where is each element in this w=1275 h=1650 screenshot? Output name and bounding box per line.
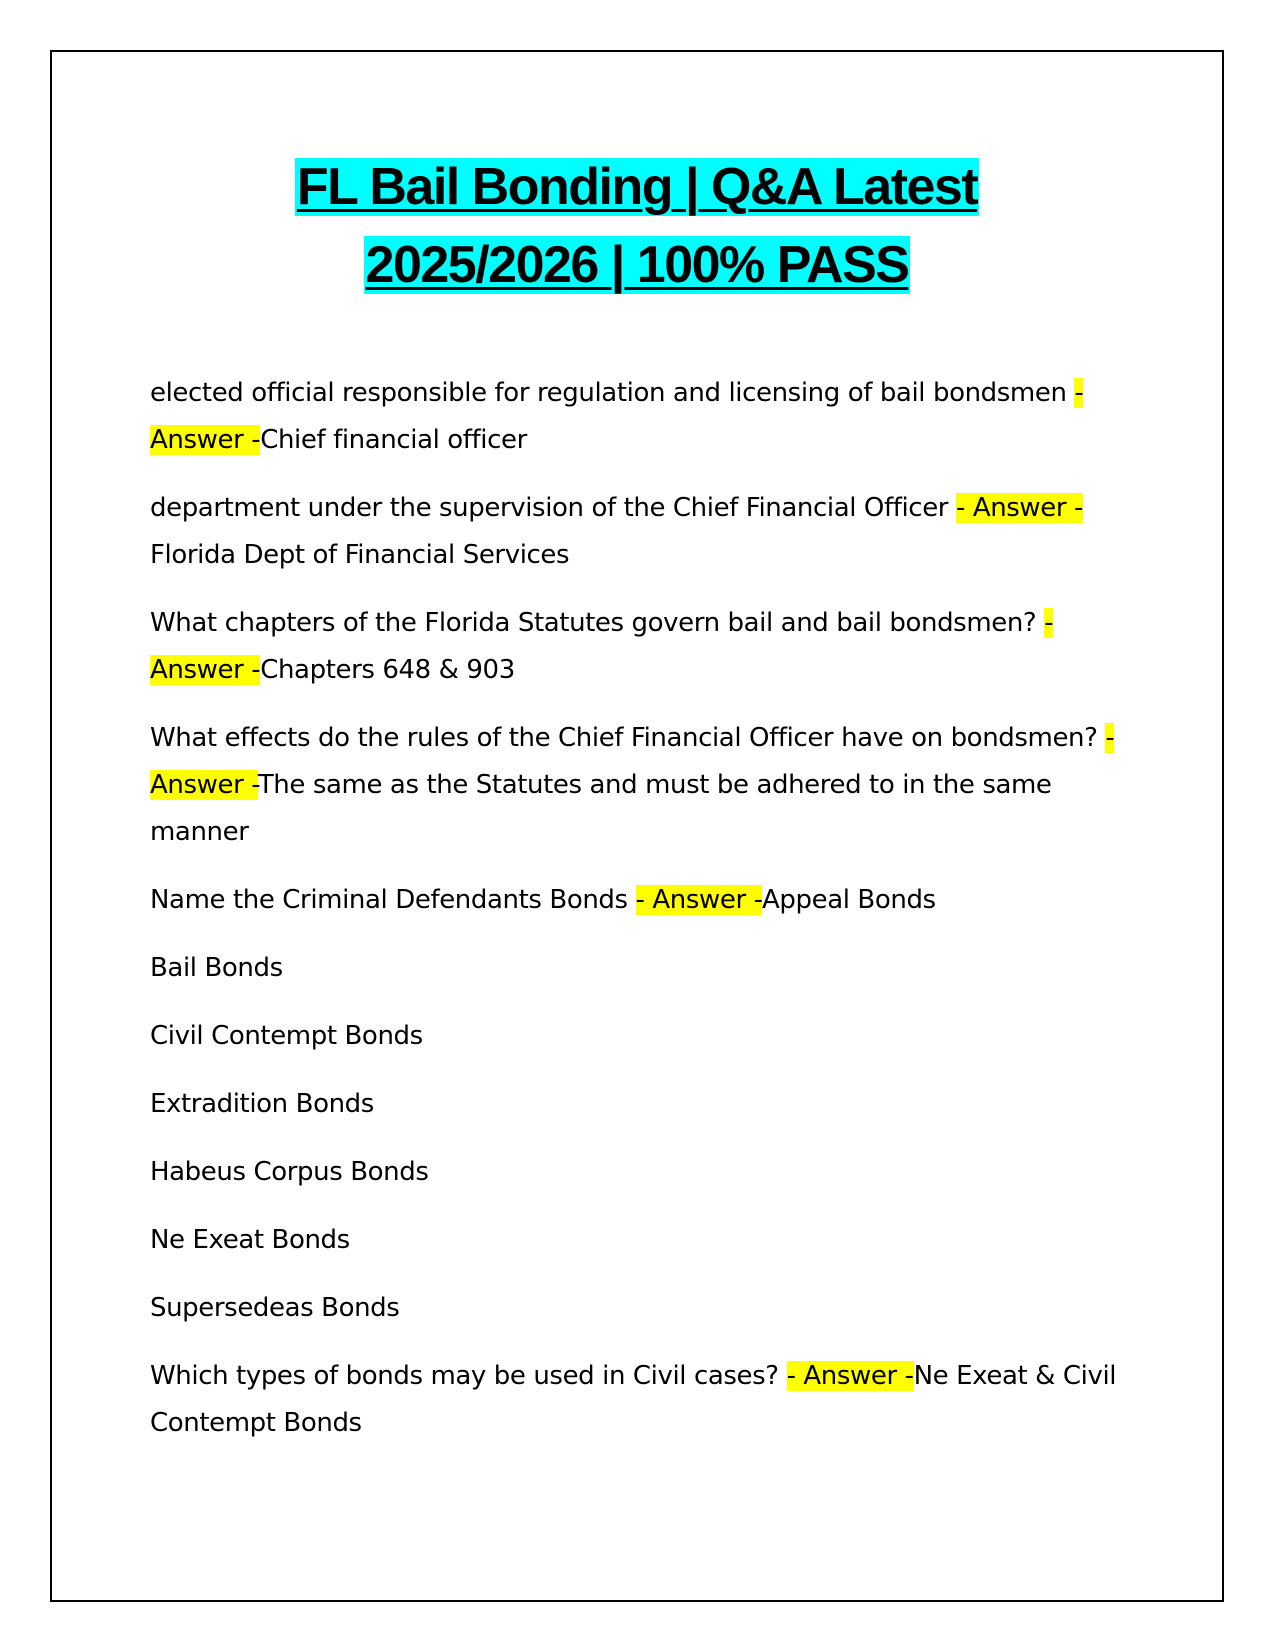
bond-list-item: Bail Bonds — [150, 953, 283, 983]
answer-text: Chief financial officer — [260, 425, 527, 455]
answer-text: Chapters 648 & 903 — [260, 655, 515, 685]
question-text: Name the Criminal Defendants Bonds — [150, 885, 636, 915]
qa-item-3 — [150, 600, 1140, 694]
question-text: elected official responsible for regulation and licensing of bail bondsmen — [150, 378, 1075, 408]
answer-text: Appeal Bonds — [762, 885, 936, 915]
qa-item-6 — [150, 1353, 1140, 1447]
bond-list-item: Ne Exeat Bonds — [150, 1225, 350, 1255]
answer-text: The same as the Statutes and must be adhered to in the same manner — [150, 770, 1052, 847]
question-text: What chapters of the Florida Statutes govern bail and bail bondsmen? — [150, 608, 1045, 638]
bond-list-item: Extradition Bonds — [150, 1089, 374, 1119]
answer-marker: - Answer - — [150, 378, 1084, 455]
answer-marker: - Answer - — [786, 1361, 914, 1391]
bond-list-item: Supersedeas Bonds — [150, 1293, 400, 1323]
answer-marker: - Answer - — [150, 608, 1054, 685]
qa-item-4 — [150, 715, 1140, 856]
question-text: Which types of bonds may be used in Civil cases? — [150, 1361, 787, 1391]
title-line-2: 2025/2026 | 100% PASS — [365, 236, 909, 294]
bond-list-item: Habeus Corpus Bonds — [150, 1157, 429, 1187]
answer-marker: - Answer - — [955, 493, 1084, 523]
qa-content — [150, 370, 1140, 1468]
answer-marker: - Answer - — [150, 723, 1115, 800]
qa-item-5 — [150, 877, 1140, 924]
qa-item-2 — [150, 485, 1140, 579]
bond-list-item: Civil Contempt Bonds — [150, 1021, 423, 1051]
answer-marker: - Answer - — [635, 885, 763, 915]
answer-text: Ne Exeat & Civil Contempt Bonds — [150, 1361, 1117, 1438]
document-title — [50, 148, 1224, 304]
question-text: What effects do the rules of the Chief Financial Officer have on bondsmen? — [150, 723, 1106, 753]
question-text: department under the supervision of the Chief Financial Officer — [150, 493, 956, 523]
title-line-1: FL Bail Bonding | Q&A Latest — [296, 158, 978, 216]
qa-item-1 — [150, 370, 1140, 464]
answer-text: Florida Dept of Financial Services — [150, 540, 570, 570]
